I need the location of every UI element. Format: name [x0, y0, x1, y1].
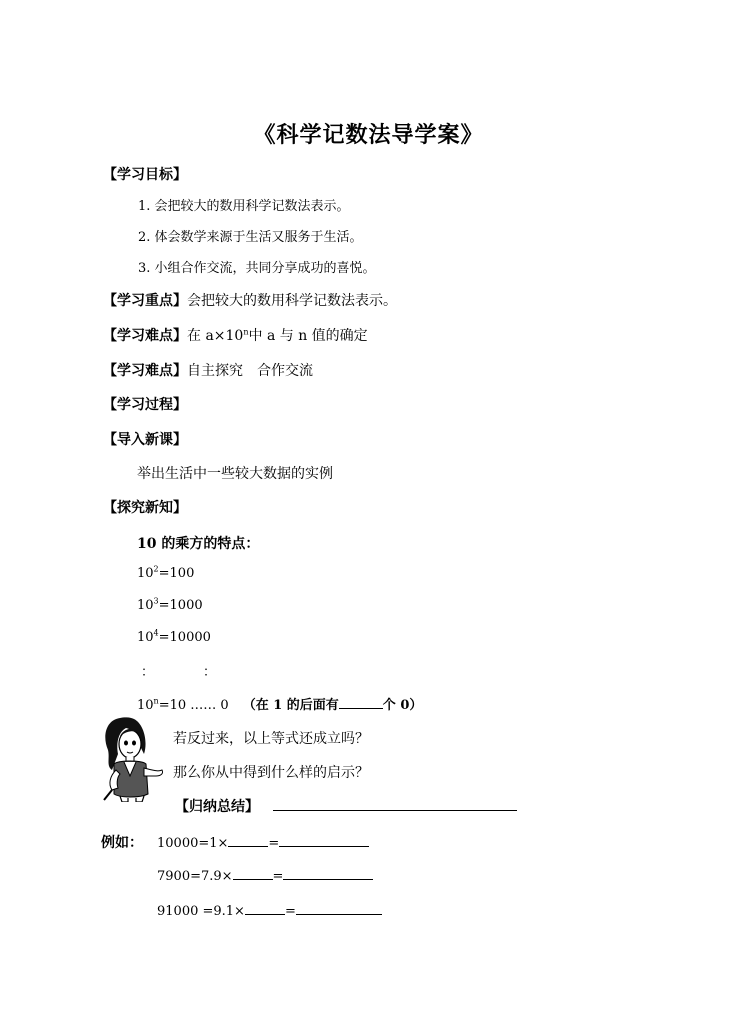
general-power-row	[137, 694, 422, 713]
power-exponent: n	[153, 696, 159, 706]
objectives-heading: 【学习目标】	[103, 167, 187, 183]
summary-answer-line[interactable]	[273, 810, 517, 811]
ellipsis-left: ：	[141, 665, 155, 680]
example-exponent-blank[interactable]	[245, 902, 285, 915]
key-point-line	[103, 290, 397, 310]
objective-item-3: 3. 小组合作交流，共同分享成功的喜悦。	[138, 261, 376, 276]
method-line	[103, 360, 313, 380]
difficulty-line	[103, 325, 368, 345]
explore-heading: 【探究新知】	[103, 500, 187, 516]
power-value: =10000	[158, 630, 211, 645]
example-row	[157, 834, 369, 851]
summary-heading: 【归纳总结】	[175, 799, 259, 815]
difficulty-text-before: 在 a×10	[187, 328, 244, 344]
teacher-figure-icon	[100, 714, 166, 802]
power-base: 10	[137, 630, 154, 645]
ellipsis-right: ：	[203, 665, 217, 680]
example-row	[157, 867, 373, 884]
process-heading: 【学习过程】	[103, 397, 187, 413]
power-row	[137, 566, 194, 581]
powers-subheading: 10 的乘方的特点：	[137, 536, 260, 552]
power-exponent: 4	[153, 628, 159, 638]
power-value: =10 …… 0	[158, 698, 229, 713]
page-title: 《科学记数法导学案》	[253, 122, 484, 148]
difficulty-exponent: n	[243, 327, 249, 337]
example-exponent-blank[interactable]	[228, 834, 268, 847]
example-row	[157, 902, 382, 919]
example-equals: =	[268, 836, 280, 851]
power-row	[137, 598, 203, 613]
examples-label: 例如：	[101, 835, 143, 851]
method-text: 自主探究 合作交流	[187, 363, 313, 379]
example-expression: 91000 =9.1×	[157, 904, 245, 919]
power-exponent: 2	[153, 564, 159, 574]
power-row	[137, 630, 211, 645]
zero-count-note: （在 1 的后面有 个 0）	[242, 698, 423, 713]
key-point-heading: 【学习重点】	[103, 293, 187, 309]
intro-text: 举出生活中一些较大数据的实例	[137, 466, 333, 482]
example-expression: 7900=7.9×	[157, 869, 233, 884]
example-equals: =	[284, 904, 296, 919]
intro-heading: 【导入新课】	[103, 432, 187, 448]
power-exponent: 3	[153, 596, 159, 606]
power-value: =100	[158, 566, 195, 581]
difficulty-text-after: 中 a 与 n 值的确定	[248, 328, 368, 344]
example-result-blank[interactable]	[283, 867, 373, 880]
power-base: 10	[137, 566, 154, 581]
example-expression: 10000=1×	[157, 836, 229, 851]
power-value: =1000	[158, 598, 203, 613]
example-result-blank[interactable]	[296, 902, 382, 915]
example-equals: =	[272, 869, 284, 884]
method-heading: 【学习难点】	[103, 363, 187, 379]
difficulty-heading: 【学习难点】	[103, 328, 187, 344]
question-insight: 那么你从中得到什么样的启示？	[173, 765, 369, 781]
example-exponent-blank[interactable]	[233, 867, 273, 880]
power-base: 10	[137, 698, 154, 713]
zero-count-blank[interactable]	[339, 696, 383, 709]
power-base: 10	[137, 598, 154, 613]
objective-item-2: 2. 体会数学来源于生活又服务于生活。	[138, 230, 363, 245]
example-result-blank[interactable]	[279, 834, 369, 847]
question-reverse: 若反过来，以上等式还成立吗？	[173, 731, 369, 747]
key-point-text: 会把较大的数用科学记数法表示。	[187, 293, 397, 309]
objective-item-1: 1. 会把较大的数用科学记数法表示。	[138, 199, 350, 214]
